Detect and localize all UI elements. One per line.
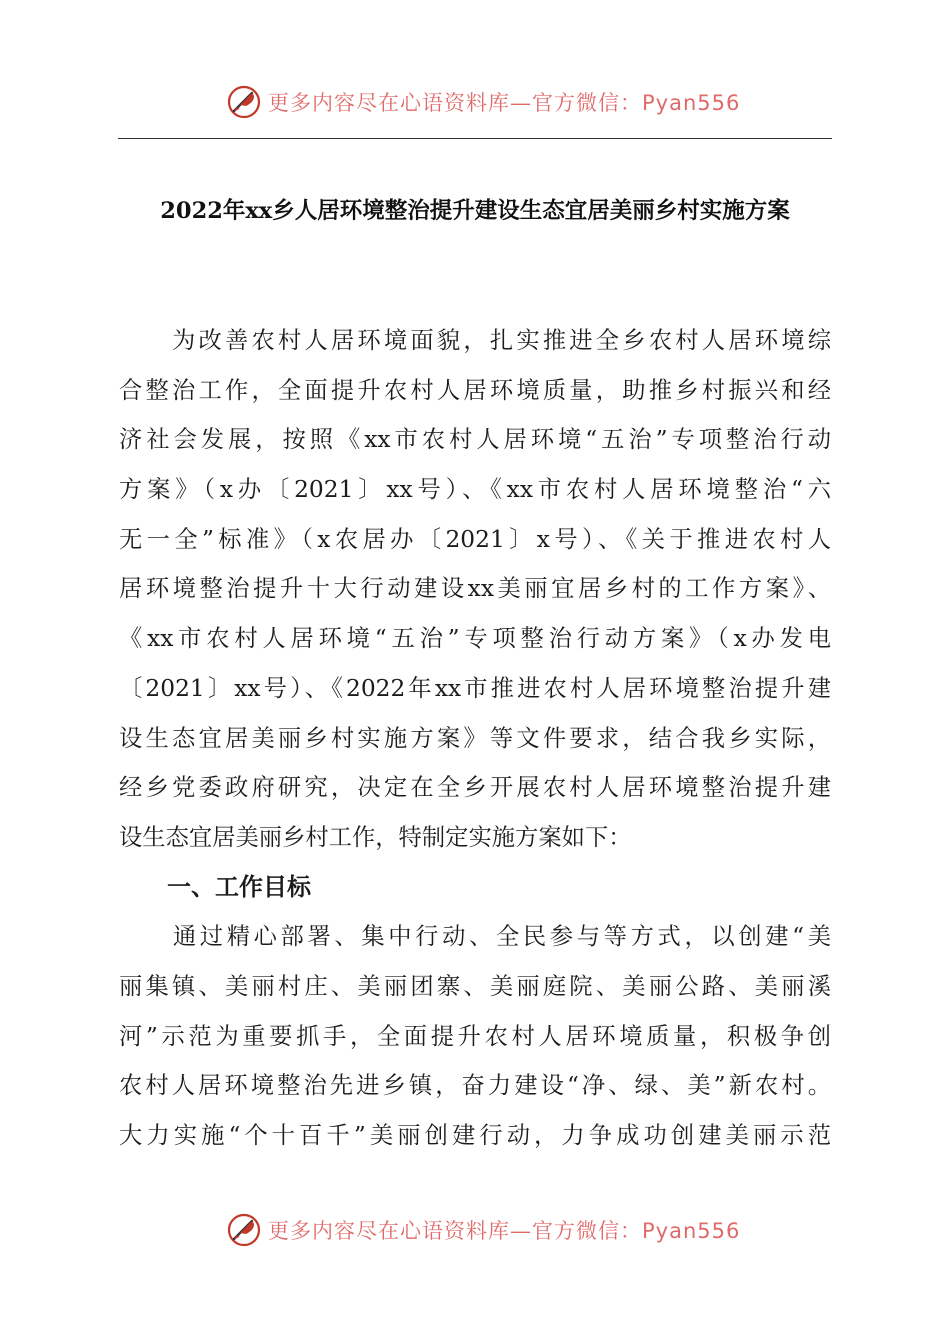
body-line: 河”示范为重要抓手，全面提升农村人居环境质量，积极争创 (119, 1022, 831, 1050)
body-line: 居环境整治提升十大行动建设xx美丽宜居乡村的工作方案》、 (119, 575, 831, 603)
body-line: 为改善农村人居环境面貌，扎实推进全乡农村人居环境综 (119, 327, 831, 354)
header-rule (118, 138, 832, 139)
watermark-text: 更多内容尽在心语资料库—官方微信：Pyan556 (268, 1219, 741, 1243)
body-line: 农村人居环境整治先进乡镇，奋力建设“净、绿、美”新农村。 (119, 1072, 831, 1100)
body-line: 济社会发展，按照《xx市农村人居环境“五治”专项整治行动 (119, 426, 831, 454)
document-body (119, 316, 831, 1161)
body-line: 〔2021〕xx号）、《2022年xx市推进农村人居环境整治提升建 (119, 674, 831, 702)
section-heading: 一、工作目标 (167, 872, 311, 901)
body-line: 通过精心部署、集中行动、全民参与等方式，以创建“美 (119, 923, 831, 951)
body-line: 设生态宜居美丽乡村实施方案》等文件要求，结合我乡实际， (119, 724, 831, 752)
watermark-id: Pyan556 (642, 91, 741, 115)
body-line: 无一全”标准》（x农居办〔2021〕x号）、《关于推进农村人 (119, 525, 831, 553)
document-title: 2022年xx乡人居环境整治提升建设生态宜居美丽乡村实施方案 (160, 198, 790, 224)
body-line: 方案》（x办〔2021〕xx号）、《xx市农村人居环境整治“六 (119, 476, 831, 504)
body-line: 大力实施“个十百千”美丽创建行动，力争成功创建美丽示范 (119, 1122, 831, 1149)
watermark-banner-top (226, 82, 746, 122)
body-line: 合整治工作，全面提升农村人居环境质量，助推乡村振兴和经 (119, 376, 831, 404)
body-line: 经乡党委政府研究，决定在全乡开展农村人居环境整治提升建 (119, 774, 831, 802)
watermark-banner-bottom (226, 1210, 746, 1250)
body-line: 《xx市农村人居环境“五治”专项整治行动方案》（x办发电 (119, 625, 831, 653)
body-line: 丽集镇、美丽村庄、美丽团寨、美丽庭院、美丽公路、美丽溪 (119, 972, 831, 1000)
watermark-id: Pyan556 (642, 1219, 741, 1243)
quill-logo-icon (226, 84, 262, 120)
body-line: 设生态宜居美丽乡村工作，特制定实施方案如下： (119, 823, 632, 851)
quill-logo-icon (226, 1212, 262, 1248)
watermark-text: 更多内容尽在心语资料库—官方微信：Pyan556 (268, 91, 741, 115)
